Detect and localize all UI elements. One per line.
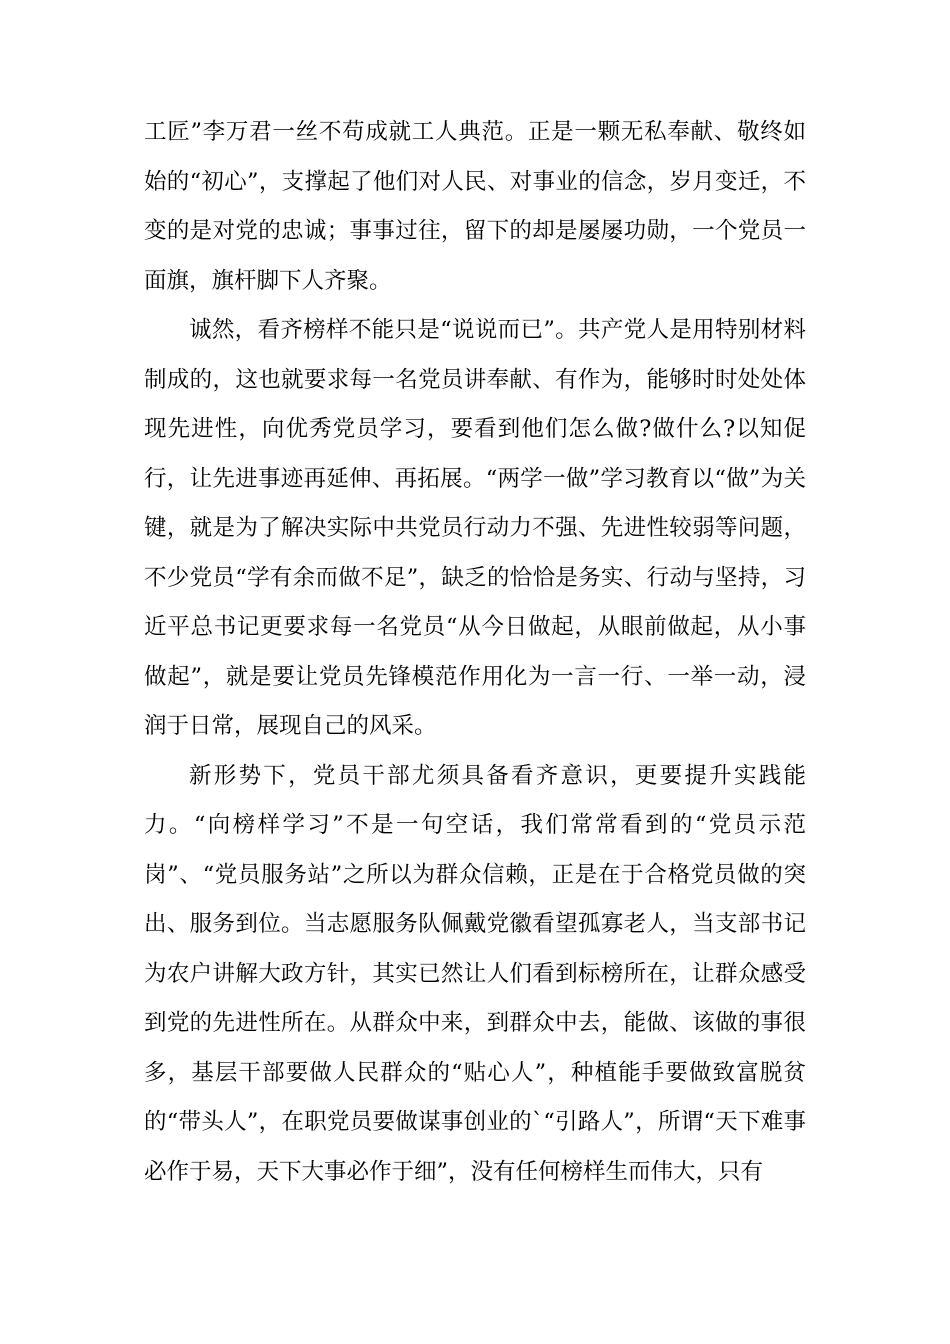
document-page <box>144 108 806 1197</box>
paragraph-3: 新形势下，党员干部尤须具备看齐意识，更要提升实践能力。“向榜样学习”不是一句空话，我们常常看到的“党员示范岗”、“党员服务站”之所以为群众信赖，正是在于合格党员做的突出、服务到位。当志愿服务队佩戴党徽看望孤寡老人，当支部书记为农户讲解大政方针，其实已然让人们看到标榜所在，让群众感受到党的先进性所在。从群众中来，到群众中去，能做、该做的事很多，基层干部要做人民群众的“贴心人”，种植能手要做致富脱贫的“带头人”，在职党员要做谋事创业的`“引路人”，所谓“天下难事必作于易，天下大事必作于细”，没有任何榜样生而伟大，只有 <box>144 762 806 1185</box>
paragraph-2: 诚然，看齐榜样不能只是“说说而已”。共产党人是用特别材料制成的，这也就要求每一名党员讲奉献、有作为，能够时时处处体现先进性，向优秀党员学习，要看到他们怎么做?做什么?以知促行，让先进事迹再延伸、再拓展。“两学一做”学习教育以“做”为关键，就是为了解决实际中共党员行动力不强、先进性较弱等问题，不少党员“学有余而做不足”，缺乏的恰恰是务实、行动与坚持，习近平总书记更要求每一名党员“从今日做起，从眼前做起，从小事做起”，就是要让党员先锋模范作用化为一言一行、一举一动，浸润于日常，展现自己的风采。 <box>144 317 806 739</box>
paragraph-1: 工匠”李万君一丝不苟成就工人典范。正是一颗无私奉献、敬终如始的“初心”，支撑起了他们对人民、对事业的信念，岁月变迁，不变的是对党的忠诚；事事过往，留下的却是屡屡功勋，一个党员一面旗，旗杆脚下人齐聚。 <box>144 119 806 294</box>
